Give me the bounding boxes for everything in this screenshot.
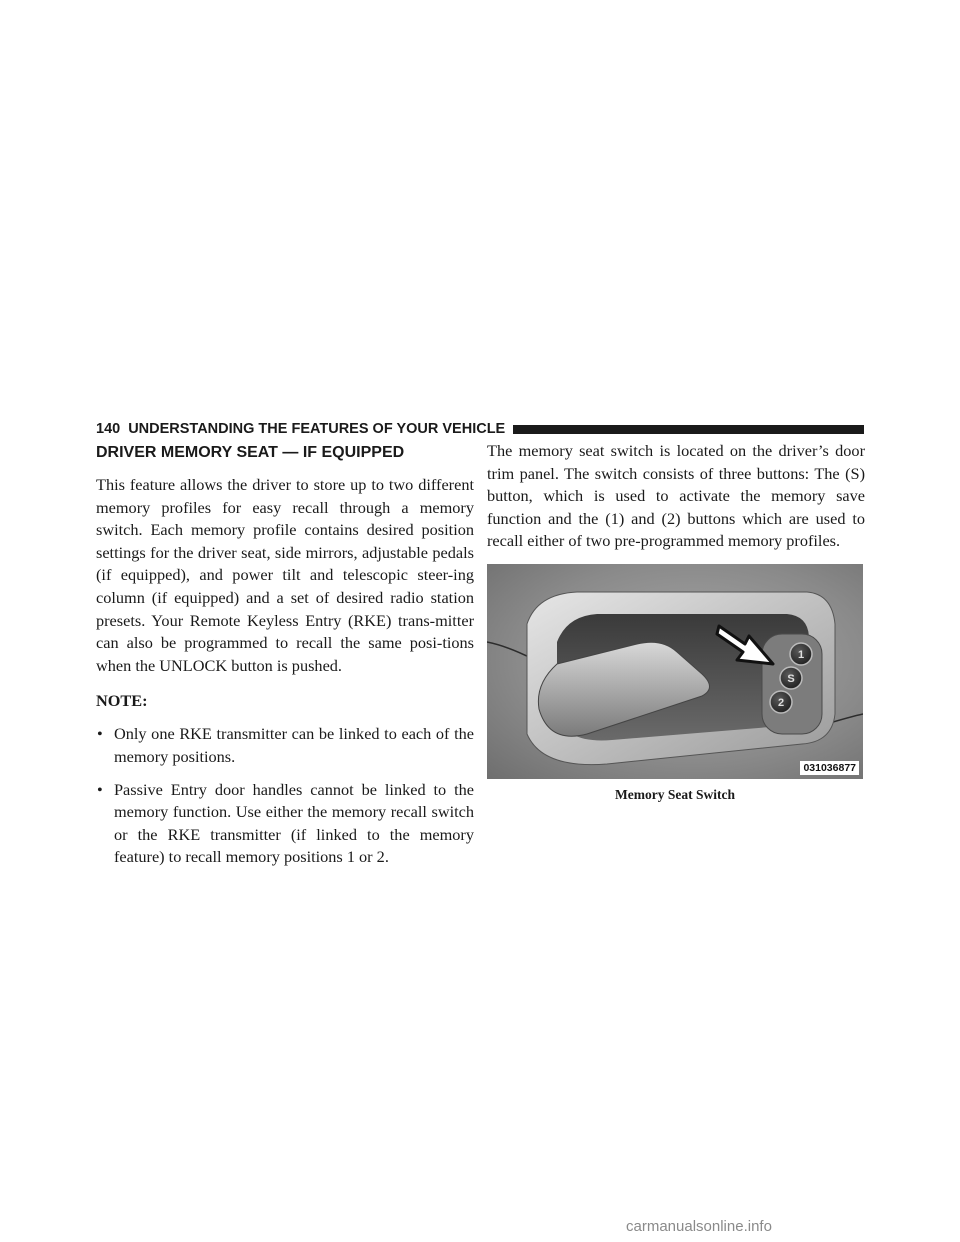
- intro-paragraph: This feature allows the driver to store up to two different memory profiles for easy recall through a memory switch. Each memory profile contains desired position settings for the driver seat, side mirrors, adjustable pedals (if equipped), and power tilt and telescopic steer-ing column (if equipped) and a set of desired radio station presets. Your Remote Keyless Entry (RKE) trans-mitter can also be programmed to recall the same posi-tions when the UNLOCK button is pushed.: [96, 475, 474, 675]
- header-text: [96, 421, 513, 437]
- door-handle-illustration: [487, 564, 863, 779]
- memory-seat-switch-figure: [487, 564, 863, 779]
- note-bullet-text: Only one RKE transmitter can be linked to each of the memory positions.: [114, 724, 474, 766]
- bullet-glyph: •: [97, 724, 103, 744]
- button-label-2: 2: [777, 696, 785, 709]
- figure-caption: Memory Seat Switch: [615, 786, 735, 802]
- figure-image-code: 031036877: [800, 761, 859, 775]
- note-bullet-list: [96, 723, 474, 869]
- page-number: 140: [96, 421, 121, 437]
- bullet-glyph: •: [97, 779, 103, 799]
- watermark: carmanualsonline.info: [626, 1218, 772, 1235]
- note-bullet-item: [96, 779, 474, 869]
- section-title: DRIVER MEMORY SEAT — IF EQUIPPED: [96, 444, 405, 461]
- note-bullet-text: Passive Entry door handles cannot be linked to the memory function. Use either the memory recall switch or the RKE transmitter (if linked to the memory feature) to recall memory positions 1 or 2.: [114, 779, 474, 867]
- switch-location-paragraph: The memory seat switch is located on the driver’s door trim panel. The switch consists of three buttons: The (S) button, which is used to activate the memory save function and the (1) and (2) buttons which are used to recall either of two pre-programmed memory profiles.: [487, 441, 865, 551]
- header-rule: [513, 425, 864, 434]
- note-label: NOTE:: [96, 691, 148, 711]
- note-bullet-item: [96, 723, 474, 768]
- header-section-label: UNDERSTANDING THE FEATURES OF YOUR VEHICLE: [128, 421, 506, 437]
- button-label-1: 1: [797, 648, 805, 661]
- button-label-s: S: [787, 672, 795, 685]
- left-column: [96, 440, 474, 879]
- running-header: [96, 419, 864, 439]
- right-column: [487, 440, 865, 803]
